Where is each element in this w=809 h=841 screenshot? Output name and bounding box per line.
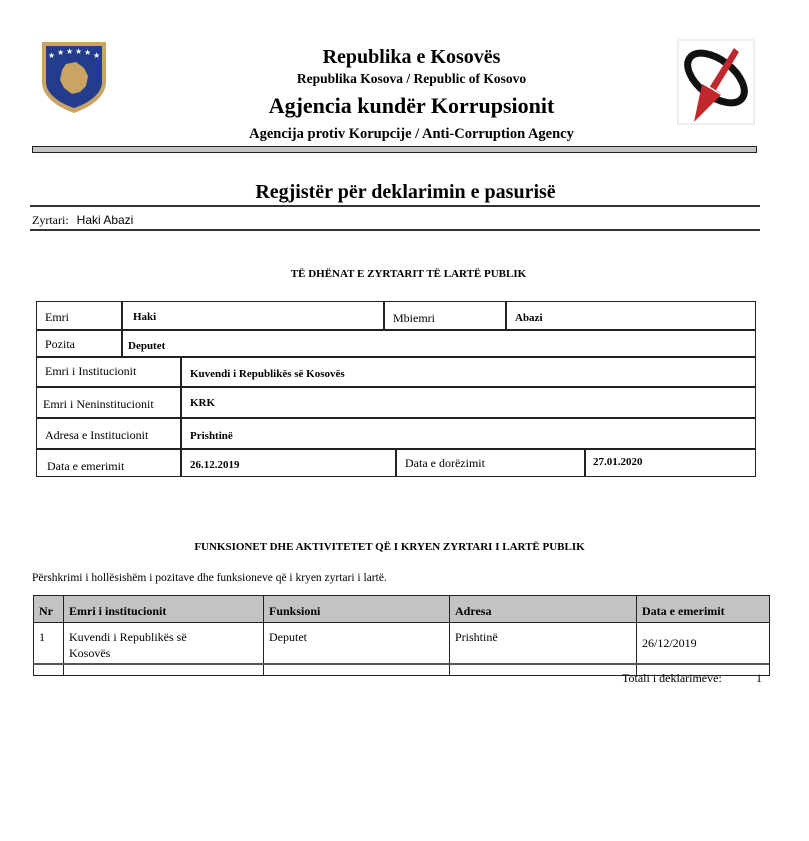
col-divider	[395, 448, 397, 477]
position-label: Pozita	[45, 337, 75, 351]
row-divider	[37, 356, 755, 358]
anti-corruption-agency-logo-icon	[676, 38, 756, 126]
subinstitution-value: KRK	[190, 397, 216, 409]
last-name-label: Mbiemri	[393, 311, 435, 325]
first-name-label: Emri	[45, 310, 69, 324]
row-function: Deputet	[264, 623, 450, 676]
republic-title: Republika e Kosovës	[322, 46, 501, 68]
svg-text:★: ★	[84, 48, 92, 57]
title-rule	[30, 205, 760, 207]
document-title: Regjistër për deklarimin e pasurisë	[255, 181, 556, 203]
column-header-appointment-date: Data e emerimit	[637, 596, 770, 623]
official-name: Haki Abazi	[76, 213, 134, 227]
svg-text:★: ★	[66, 47, 74, 56]
position-value: Deputet	[128, 340, 166, 352]
table-row	[34, 623, 770, 676]
first-name-value: Haki	[133, 311, 157, 323]
submission-date-value: 27.01.2020	[593, 456, 643, 468]
appointment-date-label: Data e emerimit	[47, 459, 125, 473]
section-functions-description: Përshkrimi i hollësishëm i pozitave dhe funksioneve që i kryen zyrtari i lartë.	[32, 572, 387, 584]
col-divider	[121, 302, 123, 357]
row-divider	[37, 386, 755, 388]
total-value: 1	[756, 671, 762, 685]
official-label: Zyrtari:	[32, 213, 69, 227]
agency-subtitle: Agencija protiv Korupcije / Anti-Corruption Agency	[249, 126, 574, 142]
last-name-value: Abazi	[515, 312, 543, 324]
row-appointment-date: 26/12/2019	[637, 623, 770, 676]
col-divider	[180, 356, 182, 477]
institution-label: Emri i Institucionit	[45, 364, 137, 378]
column-header-institution: Emri i institucionit	[64, 596, 264, 623]
official-line	[32, 213, 133, 228]
address-label: Adresa e Institucionit	[45, 428, 149, 442]
total-label: Totali i deklarimeve:	[622, 671, 722, 685]
column-header-address: Adresa	[450, 596, 637, 623]
row-nr: 1	[34, 623, 64, 676]
svg-text:★: ★	[75, 47, 83, 56]
row-institution: Kuvendi i Republikës së Kosovës	[64, 623, 264, 676]
appointment-date-value: 26.12.2019	[190, 459, 240, 471]
col-divider	[505, 302, 507, 330]
section-functions-title: FUNKSIONET DHE AKTIVITETET QË I KRYEN ZYRTARI I LARTË PUBLIK	[194, 541, 585, 553]
official-data-box	[36, 301, 756, 477]
table-header-row	[34, 596, 770, 623]
header-divider-bar	[32, 146, 757, 153]
svg-text:★: ★	[48, 51, 56, 60]
col-divider	[584, 448, 586, 477]
column-header-nr: Nr	[34, 596, 64, 623]
row-divider	[37, 417, 755, 419]
table-bottom-rule	[33, 663, 769, 665]
total-declarations	[622, 671, 762, 686]
col-divider	[383, 302, 385, 330]
institution-value: Kuvendi i Republikës së Kosovës	[190, 368, 345, 380]
section-official-data-title: TË DHËNAT E ZYRTARIT TË LARTË PUBLIK	[290, 268, 527, 280]
submission-date-label: Data e dorëzimit	[405, 456, 485, 470]
row-address: Prishtinë	[450, 623, 637, 676]
column-header-function: Funksioni	[264, 596, 450, 623]
agency-title: Agjencia kundër Korrupsionit	[268, 93, 555, 118]
official-rule	[30, 229, 760, 231]
svg-text:★: ★	[57, 48, 65, 57]
svg-text:★: ★	[93, 51, 101, 60]
subinstitution-label: Emri i Neninstitucionit	[43, 397, 154, 411]
row-divider	[37, 329, 755, 331]
republic-subtitle: Republika Kosova / Republic of Kosovo	[296, 71, 527, 86]
address-value: Prishtinë	[190, 430, 233, 442]
